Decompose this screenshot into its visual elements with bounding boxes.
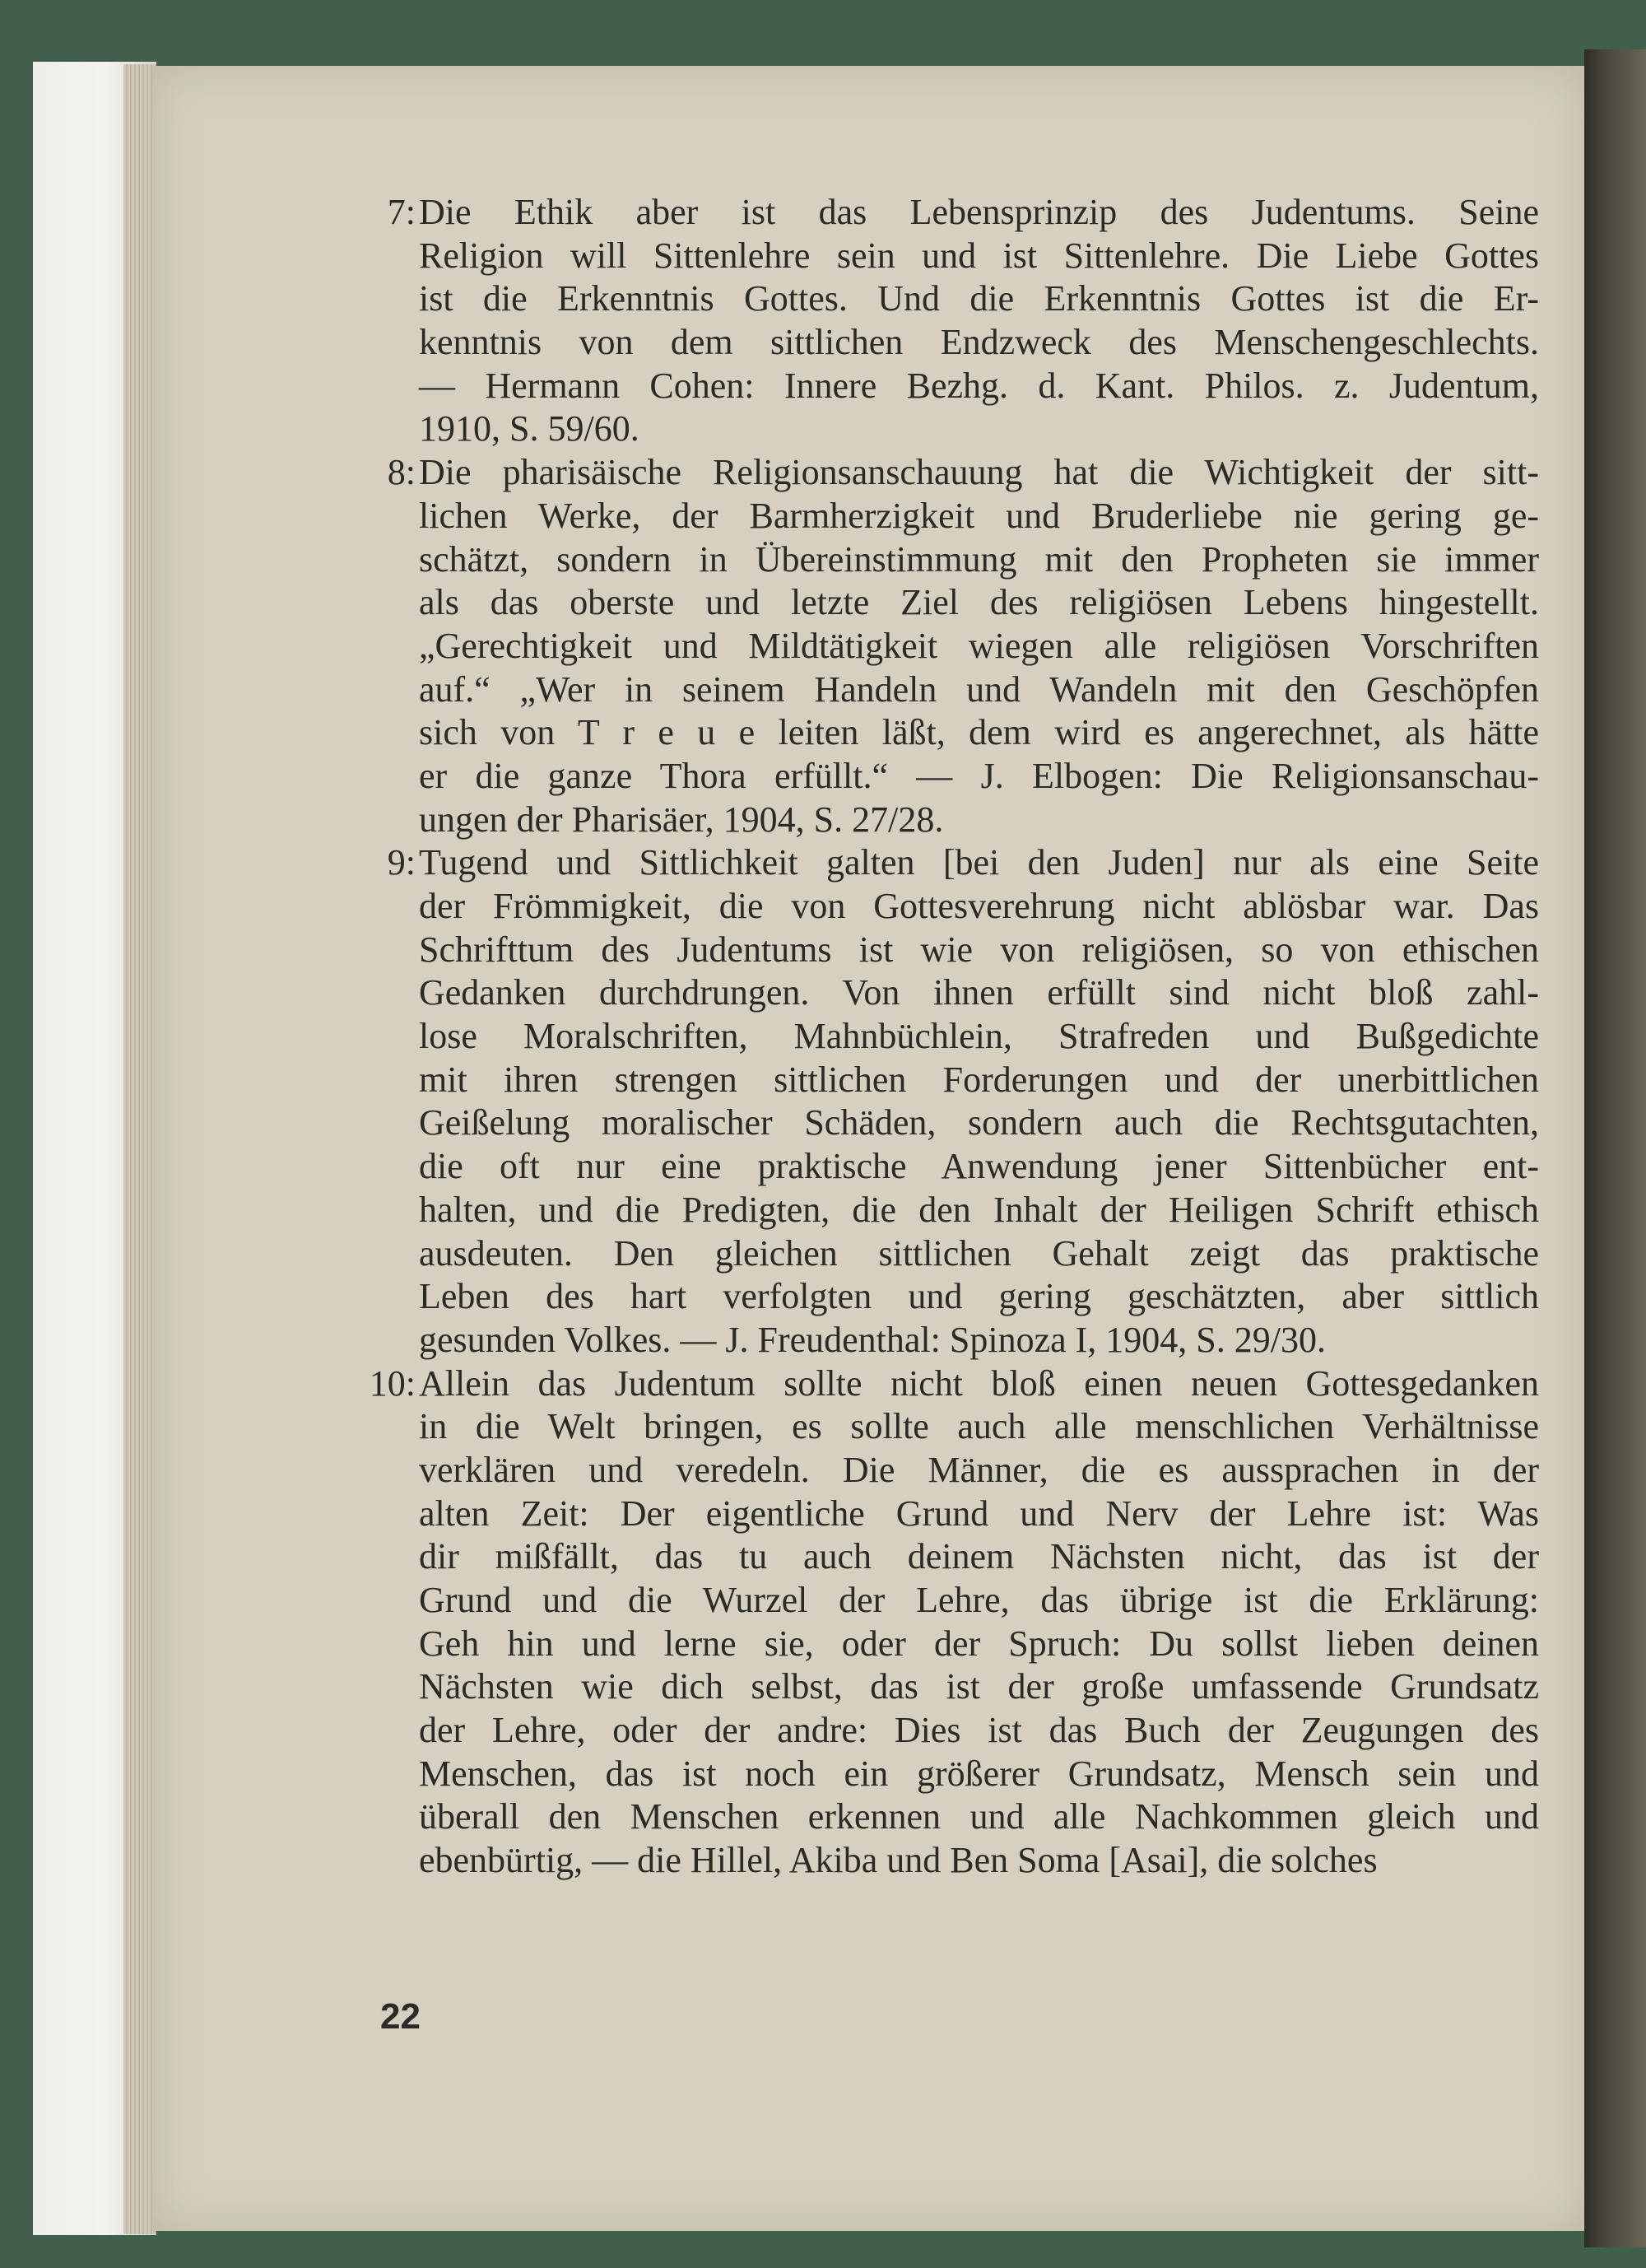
note-10 <box>366 1362 1539 1883</box>
note-8 <box>366 451 1539 841</box>
text-line: Allein das Judentum sollte nicht bloß einen neuen Gottesgedanken <box>419 1362 1539 1404</box>
note-number: 8: <box>387 452 416 493</box>
text-line: ist die Erkenntnis Gottes. Und die Erkenntnis Gottes ist die Er- <box>419 278 1539 319</box>
text-line: er die ganze Thora erfüllt.“ — J. Elbogen: Die Religionsanschau- <box>419 755 1539 796</box>
text-line: der Lehre, oder der andre: Dies ist das Buch der Zeugungen des <box>419 1710 1539 1751</box>
text-line: lichen Werke, der Barmherzigkeit und Bruderliebe nie gering ge- <box>419 495 1539 536</box>
note-number: 7: <box>387 192 416 232</box>
note-7 <box>366 191 1539 451</box>
note-9 <box>366 841 1539 1362</box>
text-line: Nächsten wie dich selbst, das ist der große umfassende Grundsatz <box>419 1666 1539 1707</box>
text-line: die oft nur eine praktische Anwendung jener Sittenbücher ent- <box>419 1146 1539 1187</box>
text-line: 1910, S. 59/60. <box>419 408 639 449</box>
text-line: ausdeuten. Den gleichen sittlichen Gehalt zeigt das praktische <box>419 1232 1539 1274</box>
text-line: Grund und die Wurzel der Lehre, das übrige ist die Erklärung: <box>419 1580 1539 1620</box>
text-line: auf.“ „Wer in seinem Handeln und Wandeln mit den Geschöpfen <box>419 668 1539 710</box>
text-line: Schrifttum des Judentums ist wie von religiösen, so von ethischen <box>419 929 1539 970</box>
text-line: alten Zeit: Der eigentliche Grund und Nerv der Lehre ist: Was <box>419 1493 1539 1534</box>
text-line: Menschen, das ist noch ein größerer Grundsatz, Mensch sein und <box>419 1753 1539 1794</box>
page-stack-edge-lines <box>123 64 156 2234</box>
text-line: mit ihren strengen sittlichen Forderungen und der unerbittlichen <box>419 1059 1539 1100</box>
text-line: ebenbürtig, — die Hillel, Akiba und Ben Soma [Asai], die solches <box>419 1840 1378 1881</box>
page-number: 22 <box>380 1996 421 2037</box>
text-line: ungen der Pharisäer, 1904, S. 27/28. <box>419 799 944 840</box>
text-line: Religion will Sittenlehre sein und ist Sittenlehre. Die Liebe Gottes <box>419 235 1539 276</box>
text-line: schätzt, sondern in Übereinstimmung mit den Propheten sie immer <box>419 538 1539 580</box>
text-line: sich von T r e u e leiten läßt, dem wird es angerechnet, als hätte <box>419 712 1539 753</box>
text-line: Tugend und Sittlichkeit galten [bei den Juden] nur als eine Seite <box>419 842 1539 883</box>
facing-page-edge <box>1584 49 1646 2247</box>
text-line: der Frömmigkeit, die von Gottesverehrung nicht ablösbar war. Das <box>419 886 1539 926</box>
text-line: verklären und veredeln. Die Männer, die es aussprachen in der <box>419 1449 1539 1490</box>
text-line: dir mißfällt, das tu auch deinem Nächsten nicht, das ist der <box>419 1536 1539 1577</box>
text-line: Geißelung moralischer Schäden, sondern auch die Rechtsgutachten, <box>419 1102 1539 1143</box>
note-number: 10: <box>369 1362 416 1404</box>
text-line: „Gerechtigkeit und Mildtätigkeit wiegen alle religiösen Vorschriften <box>419 625 1539 666</box>
text-line: in die Welt bringen, es sollte auch alle menschlichen Verhältnisse <box>419 1406 1539 1447</box>
text-line: kenntnis von dem sittlichen Endzweck des Menschengeschlechts. <box>419 322 1539 363</box>
text-line: Die pharisäische Religionsanschauung hat die Wichtigkeit der sitt- <box>419 452 1539 493</box>
text-line: überall den Menschen erkennen und alle Nachkommen gleich und <box>419 1796 1539 1837</box>
text-line: Geh hin und lerne sie, oder der Spruch: Du sollst lieben deinen <box>419 1623 1539 1664</box>
text-line: Die Ethik aber ist das Lebensprinzip des Judentums. Seine <box>419 192 1539 232</box>
note-number: 9: <box>387 842 416 883</box>
text-line: gesunden Volkes. — J. Freudenthal: Spinoza I, 1904, S. 29/30. <box>419 1319 1326 1360</box>
text-line: halten, und die Predigten, die den Inhalt der Heiligen Schrift ethisch <box>419 1189 1539 1230</box>
footnotes-body <box>366 191 1539 1883</box>
text-line: Leben des hart verfolgten und gering geschätzten, aber sittlich <box>419 1276 1539 1317</box>
text-line: lose Moralschriften, Mahnbüchlein, Strafreden und Bußgedichte <box>419 1016 1539 1057</box>
text-line: als das oberste und letzte Ziel des religiösen Lebens hingestellt. <box>419 582 1539 623</box>
text-line: Gedanken durchdrungen. Von ihnen erfüllt sind nicht bloß zahl- <box>419 972 1539 1013</box>
text-line: — Hermann Cohen: Innere Bezhg. d. Kant. Philos. z. Judentum, <box>419 365 1539 406</box>
